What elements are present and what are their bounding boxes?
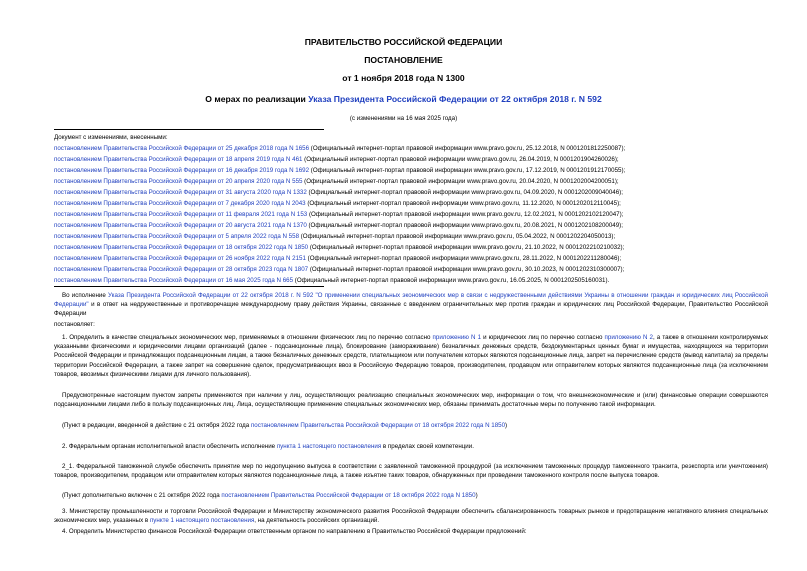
amendment-link[interactable]: постановлением Правительства Российской Федерации от 16 мая 2025 года N 665	[54, 277, 294, 284]
clause-1-reference-link[interactable]: пункта 1 настоящего постановления	[276, 443, 382, 450]
preamble-text-end: и в ответ на недружественные и противоречащие международному праву действия Украины, связанные с введением ограничительных мер против граждан и юридических лиц Российской Федерации, Правительство Российской Федерации	[54, 301, 768, 318]
clause-1-edition-note	[54, 421, 768, 430]
resolution-1850-link[interactable]: постановлением Правительства Российской Федерации от 18 октября 2022 года N 1850	[250, 422, 506, 429]
clause-2	[54, 442, 768, 451]
amendment-link[interactable]: постановлением Правительства Российской Федерации от 25 декабря 2018 года N 1656	[54, 145, 310, 152]
resolution-1850-link-2[interactable]: постановлением Правительства Российской Федерации от 18 октября 2022 года N 1850	[221, 492, 476, 499]
clause-1-reference-link-2[interactable]: пункте 1 настоящего постановления	[149, 517, 255, 525]
amendment-source: (Официальный интернет-портал правовой информации www.pravo.gov.ru, 16.05.2025, N 0001202505160031).	[293, 277, 610, 284]
amendment-source: (Официальный интернет-портал правовой информации www.pravo.gov.ru, 12.02.2021, N 0001202102120047);	[307, 211, 624, 218]
amendment-source: (Официальный интернет-портал правовой информации www.pravo.gov.ru, 21.10.2022, N 0001202210210032);	[308, 244, 625, 251]
amendment-source: (Официальный интернет-портал правовой информации www.pravo.gov.ru, 26.04.2019, N 0001201904260026);	[302, 156, 619, 163]
history-item	[54, 209, 774, 220]
history-item	[54, 187, 774, 198]
clause-3-text: 3. Министерству промышленности и торговли Российской Федерации и Министерству экономического развития Российской Федерации обеспечить сбалансированность товарных рынков и предотвращение негативного влияния специальных экономических мер, указанных в	[54, 508, 768, 525]
amendment-link[interactable]: постановлением Правительства Российской Федерации от 31 августа 2020 года N 1332	[54, 189, 307, 196]
resolves-line: постановляет:	[54, 321, 95, 328]
decree-592-link[interactable]: Указа Президента Российской Федерации от 22 октября 2018 г. N 592 "О применении специальных экономических мер в связи с недружественными действиями Украины в отношении граждан и юридических лиц Российской Федерации"	[54, 292, 769, 309]
inclusion-note-close: )	[475, 492, 478, 499]
amendment-history	[54, 132, 774, 286]
amendment-link[interactable]: постановлением Правительства Российской Федерации от 20 апреля 2020 года N 555	[54, 178, 303, 185]
amendment-source: (Официальный интернет-портал правовой информации www.pravo.gov.ru, 25.12.2018, N 0001201812250087);	[309, 145, 626, 152]
amendment-link[interactable]: постановлением Правительства Российской Федерации от 20 августа 2021 года N 1370	[54, 222, 307, 229]
history-item	[54, 242, 774, 253]
amendment-source: (Официальный интернет-портал правовой информации www.pravo.gov.ru, 30.10.2023, N 0001202310300007);	[308, 266, 625, 273]
clause-2-1-inclusion-note	[54, 491, 768, 500]
clause-2-1: 2_1. Федеральной таможенной службе обеспечить принятие мер по недопущению выпуска в соответствии с заявленной таможенной процедурой (за исключением таможенных процедур таможенного транзита, реэкспорта или уничтожения) товаров, производителем, продавцом или отправителем которых являются подсанкционные лица, а также изъятие таких товаров, обнаруженных при проведении таможенного контроля после выпуска товаров.	[54, 463, 768, 480]
amendment-link[interactable]: постановлением Правительства Российской Федерации от 5 апреля 2022 года N 558	[54, 233, 300, 240]
preamble-paragraph	[54, 291, 768, 319]
amendment-link[interactable]: постановлением Правительства Российской Федерации от 11 февраля 2021 года N 153	[54, 211, 308, 218]
edition-note-text: (Пункт в редакции, введенной в действие с 21 октября 2022 года	[62, 422, 251, 429]
amendment-link[interactable]: постановлением Правительства Российской Федерации от 7 декабря 2020 года N 2043	[54, 200, 306, 207]
clause-1-text-b: и юридических лиц по перечню согласно	[481, 334, 605, 341]
amendment-source: (Официальный интернет-портал правовой информации www.pravo.gov.ru, 20.08.2021, N 0001202108200049);	[306, 222, 623, 229]
amendment-link[interactable]: постановлением Правительства Российской Федерации от 28 октября 2023 года N 1807	[54, 266, 309, 273]
amendment-source: (Официальный интернет-портал правовой информации www.pravo.gov.ru, 17.12.2019, N 0001201912170055);	[309, 167, 626, 174]
history-item	[54, 154, 774, 165]
amendment-source: (Официальный интернет-портал правовой информации www.pravo.gov.ru, 05.04.2022, N 0001202204050013);	[299, 233, 616, 240]
history-item	[54, 165, 774, 176]
history-item	[54, 176, 774, 187]
preamble-text-start: Во исполнение	[62, 292, 108, 299]
clause-3	[54, 507, 768, 525]
history-item	[54, 220, 774, 231]
government-name: ПРАВИТЕЛЬСТВО РОССИЙСКОЙ ФЕДЕРАЦИИ	[304, 37, 503, 47]
document-type: ПОСТАНОВЛЕНИЕ	[364, 55, 443, 65]
amendment-link[interactable]: постановлением Правительства Российской Федерации от 18 апреля 2019 года N 461	[54, 156, 303, 163]
amendment-link[interactable]: постановлением Правительства Российской Федерации от 16 декабря 2019 года N 1692	[54, 167, 310, 174]
title-prefix: О мерах по реализации	[205, 94, 309, 104]
appendix-2-link[interactable]: приложению N 2	[604, 334, 653, 341]
clause-1-prohibitions: Предусмотренные настоящим пунктом запреты применяются при наличии у лиц, осуществляющих реализацию специальных экономических мер, информации о том, что внешнеэкономические и (или) финансовые операции совершаются подсанкционными лицами либо в пользу подсанкционных лиц. Лица, осуществляющие применение специальных экономических мер, обязаны принимать достаточные меры по получению такой информации.	[54, 392, 768, 409]
appendix-1-link[interactable]: приложению N 1	[432, 334, 482, 341]
history-item	[54, 143, 774, 154]
amendment-source: (Официальный интернет-портал правовой информации www.pravo.gov.ru, 20.04.2020, N 0001202004200051);	[302, 178, 619, 185]
document-title	[0, 94, 807, 104]
clause-3-text-end: , на деятельность российских организаций.	[254, 517, 380, 525]
amendment-link[interactable]: постановлением Правительства Российской Федерации от 26 ноября 2022 года N 2151	[54, 255, 306, 262]
title-decree-link[interactable]: Указа Президента Российской Федерации от 22 октября 2018 г. N 592	[308, 94, 602, 104]
history-divider-top	[54, 129, 324, 130]
history-divider-bottom	[54, 286, 324, 287]
amendment-source: (Официальный интернет-портал правовой информации www.pravo.gov.ru, 28.11.2022, N 0001202211280046);	[305, 255, 622, 262]
edition-note: (с изменениями на 16 мая 2025 года)	[349, 115, 458, 122]
amendment-source: (Официальный интернет-портал правовой информации www.pravo.gov.ru, 11.12.2020, N 0001202012110045);	[305, 200, 621, 207]
history-item	[54, 264, 774, 275]
history-item	[54, 253, 774, 264]
history-intro: Документ с изменениями, внесенными:	[54, 134, 168, 141]
history-item	[54, 198, 774, 209]
amendment-link[interactable]: постановлением Правительства Российской Федерации от 18 октября 2022 года N 1850	[54, 244, 309, 251]
clause-2-text-end: в пределах своей компетенции.	[381, 443, 474, 450]
amendment-source: (Официальный интернет-портал правовой информации www.pravo.gov.ru, 04.09.2020, N 0001202009040046);	[306, 189, 623, 196]
clause-2-text: 2. Федеральным органам исполнительной власти обеспечить исполнение	[62, 443, 277, 450]
clause-1-text-c: , а также в отношении контролируемых указанными физическими и юридическими лицами организаций (далее - подсанкционные лица), блокирование (замораживание) безналичных денежных средств, бездокументарных ценных бумаг и имущества, находящихся на территории Российской Федерации и принадлежащих подсанкционным лицам, а также безналичных денежных средств, плательщиком или получателем которых являются подсанкционные лица, запрет на перечисление средств (вывод капитала) за пределы территории Российской Федерации, а также запрет на совершение сделок, предусматривающих ввоз в Российскую Федерацию товаров, производителем, продавцом или отправителем которых являются подсанкционные лица (за исключением товаров, ввозимых физическими лицами для личного пользования).	[54, 334, 768, 378]
clause-4: 4. Определить Министерство финансов Российской Федерации ответственным органом по направлению в Правительство Российской Федерации предложений:	[62, 528, 527, 535]
history-item	[54, 275, 774, 286]
document-date-number: от 1 ноября 2018 года N 1300	[342, 73, 465, 83]
edition-note-close: )	[505, 422, 508, 429]
clause-1	[54, 333, 768, 379]
inclusion-note-text: (Пункт дополнительно включен с 21 октября 2022 года	[62, 492, 222, 499]
clause-1-text-a: 1. Определить в качестве специальных экономических мер, применяемых в отношении физических лиц по перечню согласно	[62, 334, 433, 341]
history-item	[54, 231, 774, 242]
